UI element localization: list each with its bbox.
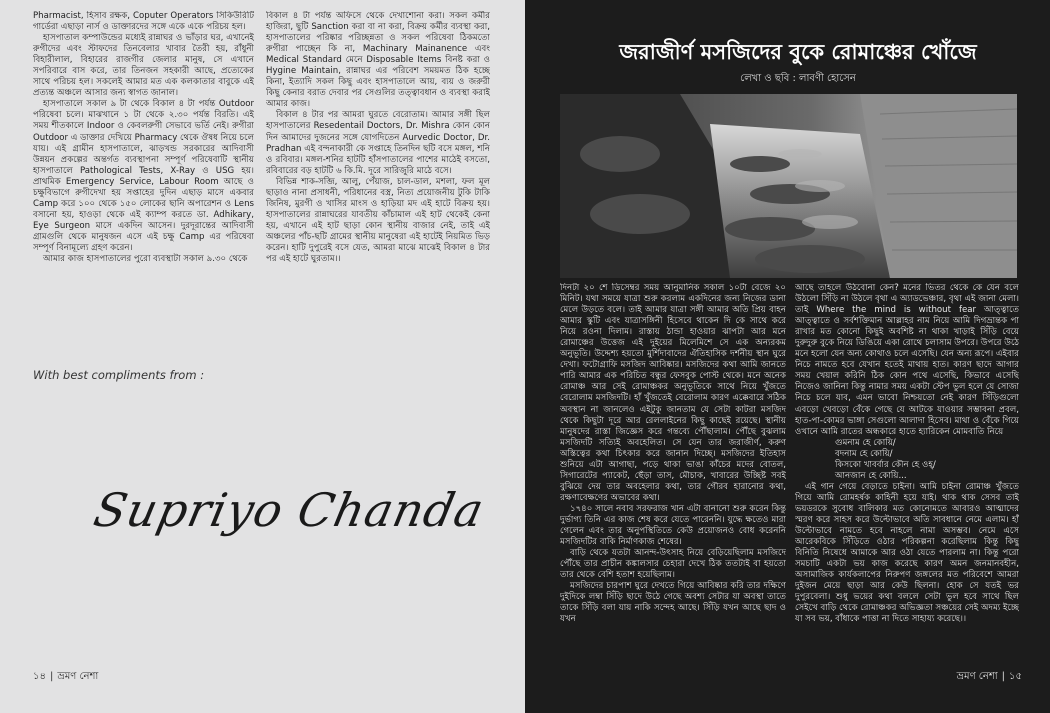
song-line: গুমনাম হে কোয়ি/ <box>835 437 896 448</box>
paragraph: বিকাল ৪ টা পর্যন্ত অফিসে থেকে দেখাশোনা করা। সকল কর্মীর হাজিরা, ছুটি Sanction করা বা না করা, বিক্রয় কর্মীর ব্যবস্থা করা, হাসপাতালের পরিষ্কার পরিচ্ছন্নতা ও সকল পরিষেবা ঠিকমতো রুগীরা পাচ্ছেন কি না, Machinary Mainanence এবং Medical Standard মেনে Disposable Items বিনষ্ট করা ও Hygine Maintain, রান্নাঘর এর পরিবেশ সময়মত ঠিক হচ্ছে কিনা, ইত্যাদি সকল কিছু এবং হাসপাতালে আয়, ব্যয় ও জরুরী কিছু কেনার বরাত দেবার পর সেগুলির তত্ত্বাবধান ও ব্যবস্থা করাই আমার কাজ। <box>266 11 490 110</box>
paragraph: ১৭৪০ সালে নবাব সরফরাজ খান এটা বানানো শুরু করেন কিন্তু দুর্ভাগ্য তিনি এর কাজ শেষ করে যেতে পারেননি। যুদ্ধে ক্ষতেও মারা গেলেন এবং তার অনুপস্থিতিতে কেউ প্রয়োজনও বোধ করেননি মসজিদটির বাকি নির্মাণকাজ শেষের। <box>560 503 786 548</box>
paragraph: বিভিন্ন শাক-সব্জি, আলু, পেঁয়াজ, চাল-ডাল, মশলা, ফল মূল ছাড়াও নানা প্রসাধনী, পরিধানের বস্ত্র, নিত্য প্রয়োজনীয় টুকি টাকি জিনিষ, মুরগী ও খাসির মাংস ও হাড়িয়া মদ এই হাটে বিক্রয় হয়। হাসপাতালের রান্নাঘরের যাবতীয় কাঁচামাল এই হাট থেকেই কেনা হয়, এখানে এই হাট ছাড়া কোন স্থানীয় বাজার নেই, তাই এই অঞ্চলের পাঁচ-ছটি গ্রামের স্থানীয় মানুষেরা এই হাটেই নিয়মিত ভিড় করেন। হাটি দুপুরেই বসে যেত, আমরা মাঝে মাঝেই বিকাল ৪ টার পর এই হাটে ঘুরতাম।। <box>266 176 490 265</box>
paragraph: দিনটা ২০ শে ডিসেম্বর সময় আনুমানিক সকাল ১০টা বেজে ২০ মিনিট। যথা সময়ে যাত্রা শুরু করলাম একদিনের জন্য নিজের ডানা মেলে উড়তে বলে। তাই আমার যাত্রা সঙ্গী আমার অতি প্রিয় বাহন আমার স্কুটি এবং যাত্রাসঙ্গিনী হিসেবে থাকেন দি কে সাথে করে নিয়ে রওনা দিলাম। রাস্তায় ঠান্ডা হাওয়ার ঝাপটা আর মনে রোমাঞ্চের উত্তেজ এই দুইয়ের মিলেমিশে সে এক অন্যরকম অনুভূতি। উদ্দেশ্য হয়তো মুর্শিদাবাদের ঐতিহাসিক দর্শনীয় স্থান ঘুরে দেখা। ফটোগ্রাফি মসজিদ আবিষ্কার। মসজিদের কথা আমি জানতে পারি আমার এক পরিচিত বন্ধুর ফেসবুক পোস্ট থেকে। মনে অনেক রোমাঞ্চ আর সেই রোমাঞ্চকর অনুভূতিকে সাথে নিয়ে খুঁজতে বেরোলাম মসজিদটি। হাঁ খুঁজতেই বেরোলাম কারণ এক্কেবারে সঠিক অবস্থান না জানলেও এইটুকু জানতাম যে সেটা কাটরা মসজিদ থেকে কিছুটা দূরে আর রেললাইনের কিছু কাছেই রয়েছে। স্থানীয় মানুষদের রাস্তা জিজ্ঞেস করে গন্তব্যে পৌঁছালাম। পৌঁছে বুঝলাম মসজিদটি সত্যিই অবহেলিত। সে যেন তার জরাজীর্ণ, করুণ অস্তিত্বের কথা চিৎকার করে জানান দিচ্ছে। মসজিদের ইতিহাস শুনিয়ে এটা আগাছা, পড়ে থাকা ভাঙা কাঁচের মদের বোতল, সিগারেটের প্যাকেট, ছেঁড়া তাস, মৌচাক, খাবারের উচ্ছিষ্ট সবই বুঝিয়ে দেয় তার অবহেলার কথা, তার গৌরব হারানোর কথা, রক্ষণাবেক্ষণের অভাবের কথা। <box>560 283 786 503</box>
paragraph: আছে তাহলে উঠবোনা কেন? মনের ভিতর থেকে কে যেন বলে উঠলো সিঁড়ি না উঠলে বৃথা এ অ্যাডভেঞ্চার, বৃথা এই জানা মেলা। তাই Where the mind is without fear আত্ত্বাতে আত্ত্বাতে ও সর্বশক্তিমান আল্লাহর নাম নিয়ে আমি দিগভ্রান্তক পা রাখার মত কোনো কিছুই অবশিষ্ট না থাকা খাড়াই সিঁড়ি বেয়ে দুরুদুরু বুকে নিয়ে ডিঙিয়ে একা রোথে চলাসাম উপরে। উপরে উঠে মনে হলো যেন অন্য কোথাও চলে এসেছি। যেন অন্য রূপে। এইবার নিচে নামতে হবে যেখান হতেই মাথায় হাত। কারণ ছাদে আগার সময় খেয়াল করিনি ঠিক কোন পথে এসেছি, কিভাবে এসেছি নিজেও জানিনা কিন্তু নামার সময় একটা স্টেপ ভুল হলে যে সোজা নিচে চলে যাব, এমন ভাবো নিশ্চয়তো নেই কারণ সিঁড়িগুলো এবড়ো খেবড়ো বেঁকে গেছে যে আটকে যাওয়ার সম্ভাবনা প্রবল, হাত-পা-কোমর ভাঙ্গা সেগুলো আলাদা হিসেব। মাথা ও বেঁকে গিয়ে ওখানে আমি রাতের অন্ধকারে হাতে হ্যারিকেন মোমবাতি নিয়ে <box>795 283 1019 437</box>
left-column-2 <box>266 11 490 323</box>
song-line: আনজান হে কোয়ি... <box>835 470 907 481</box>
right-folio: ভ্রমণ নেশা | ১৫ <box>956 671 1022 682</box>
paragraph: মসজিদের চারপাশ ঘুরে দেখতে গিয়ে আবিষ্কার করি তার দক্ষিণে দুইদিকে লম্বা সিঁড়ি ছাদে উঠে গেছে অবশ্য সেটার যা অবস্থা তাতে তাকে সিঁড়ি বলা যায় নাকি সন্দেহ আছে। সিঁড়ি যখন আছে ছাদ ও যখন <box>560 581 786 625</box>
advertiser-signature: Supriyo Chanda <box>89 483 490 537</box>
page-number: ১৫ <box>1009 671 1022 682</box>
mosque-staircase-photo <box>560 94 1017 278</box>
magazine-name: ভ্রমণ নেশা <box>57 671 99 682</box>
paragraph: এই গান গেয়ে বেড়াতে চাইনা। আমি চাইনা রোমাঞ্চ খুঁজতে গিয়ে আমি রোমহর্ষক কাহিনী হয়ে যাই। থাক থাক সেসব তাই ভয়ডরকে সুবোধ বালিকার মত কোনোমতে আবারও আত্মাদের স্মরণ করে সাহস করে উল্টোভাবে অতি সাবধানে নেমে এলাম। হাঁ উল্টোভাবে নামতে হবে নাহলে নামা অসম্ভব। নেমে এসে আরেকবিকে সিঁড়িতে ওঠার পরিকল্পনা করেছিলাম কিন্তু কিছু বিনিতি নিষেধে আমাকে আর ওঠা যেতে পারলাম না। কিন্তু পরো সমচাটি একটা ভয় কাজ করেছে কারণ অমন জনমানবহীন, অসামাজিক কার্যকলাপের নিরুপণ জঙ্গলের মত পরিবেশে আমরা দুইজন মেয়ে ছাড়া আর কেউ ছিলনা। হোক সে যতই ভর দুপুরবেলা। শুধু ভয়ের কথা বললে সেটা ভুল হবে সাথে ছিল সেইখে বাড়ি থেকে রোমাঞ্চকর অভিজ্ঞতা সঞ্চয়ের সেই অদম্য ইচ্ছে যা সব ভয়, বাঁধাকে পাত্তা না দিতে সাহায্য করেছে।। <box>795 481 1019 625</box>
paragraph: হাসপাতাল কম্পাউন্ডের মধ্যেই রান্নাঘর ও ভাঁড়ার ঘর, এখানেই রুগীদের এবং স্টাফদের তিনবেলার খাবার তৈরী হয়, রাঁধুনী বিহারীলাল, বিহারের রাজগীর জেলার মানুষ, সে এখানে সপরিবারে বাস করে, তার তিনজন সহকারী আছে, প্রত্যেকের সাথে পরিচয় হল। সকলেই আমার মত এক কলকাতার বাবুকে এই প্রত্যন্ত অঞ্চলে আসার জন্য স্বাগত জানাল। <box>33 33 254 99</box>
left-column-1 <box>33 11 254 323</box>
right-column-2 <box>795 283 1019 658</box>
paragraph: হাসপাতালে সকাল ৯ টা থেকে বিকাল ৪ টা পর্যন্ত Outdoor পরিষেবা চলে। মাঝখানে ১ টা থেকে ২.৩০ পর্যন্ত বিরতি। এই সময় শীতকালে Indoor ও কেবলরুগী সেভাবে ভর্তি নেই। রুগীরা Outdoor এ ডাক্তার দেখিয়ে Pharmacy থেকে ঔষধ নিয়ে চলে যায়। এই গ্রামীন হাসপাতালে, ঝাড়খন্ড সরকারের আদিবাসী উন্নয়ন প্রকল্পের অন্তর্গত ব্যবস্থাপনা সম্পূর্ণ পরিষেবাটি স্থানীয় হাসপাতালে Pathological Tests, X-Ray ও USG হয়। প্রাথমিক Emergency Service, Labour Room আছে ও চক্ষুবিভাগে রুগীদেখা হয় সপ্তাহের দুদিন এছাড় মাসে একবার Camp করে ১০০ থেকে ১৫০ লোকের ছানি অপারেশন ও Lens বসানো হয়, হাওড়া থেকে এই ক্যাম্প করতে ডা. Adhikary, Eye Surgeon মাসে একদিন আসেন। দুরদূরান্তের আদিবাসী গ্রামগুলি থেকে মানুষজন এসে এই চক্ষু Camp এর পরিষেবা সম্পূর্ণ বিনামূল্যে গ্রহণ করেন। <box>33 99 254 253</box>
paragraph: বিকাল ৪ টার পর আমরা ঘুরতে বেরোতাম। আমার সঙ্গী ছিল হাসপাতালের Resedentail Doctors, Dr. Mishra কোন কোন দিন আমাদের দুজনের সঙ্গে যোগদিতেন Aurvedic Doctor, Dr. Pradhan এই বন্দনাকারী কে সপ্তাহে তিনদিন ছটি বসে মঙ্গল, শনি ও রবিবার। মঙ্গল-শনির হাটটি হাঁসপাতালের পাশের মাঠেই বসতো, রবিবারের বড় হাটটি ৬ কি.মি. দূরে সারিজুরি মাঠে বসে। <box>266 110 490 176</box>
magazine-name: ভ্রমণ নেশা <box>956 671 998 682</box>
paragraph: বাড়ি থেকে যতটা আনন্দ-উৎসাহ নিয়ে বেড়িয়েছিলাম মসজিদে পৌঁছে তার প্রাচীন কঙ্কালসার চেহারা দেখে ঠিক ততটাই বা হয়তো তার থেকে বেশি হতাশ হয়েছিলাম। <box>560 548 786 581</box>
paragraph: Pharmacist, হিসাব রক্ষক, Coputer Operators সিকিউরিটি গার্ডেরা এছাড়া নার্স ও ডাক্তারদের সঙ্গে একে একে পরিচয় হল। <box>33 11 254 33</box>
left-folio: ১৪ | ভ্রমণ নেশা <box>33 671 99 682</box>
song-line: কিসকো খাবর্বার কৌন হে ওহ্‌/ <box>835 459 936 470</box>
right-column-1 <box>560 283 786 658</box>
compliments-line: With best compliments from : <box>33 368 205 382</box>
article-title: জরাজীর্ণ মসজিদের বুকে রোমাঞ্চের খোঁজে <box>619 40 977 64</box>
article-byline: লেখা ও ছবি : লাবণী হোসেন <box>740 73 856 84</box>
page-number: ১৪ <box>33 671 46 682</box>
paragraph: আমার কাজ হাসপাতালের পুরো ব্যবস্থাটা সকাল ৯.৩০ থেকে <box>43 254 248 265</box>
song-line: বদনাম হে কোয়ি/ <box>835 448 893 459</box>
right-page <box>525 0 1050 713</box>
